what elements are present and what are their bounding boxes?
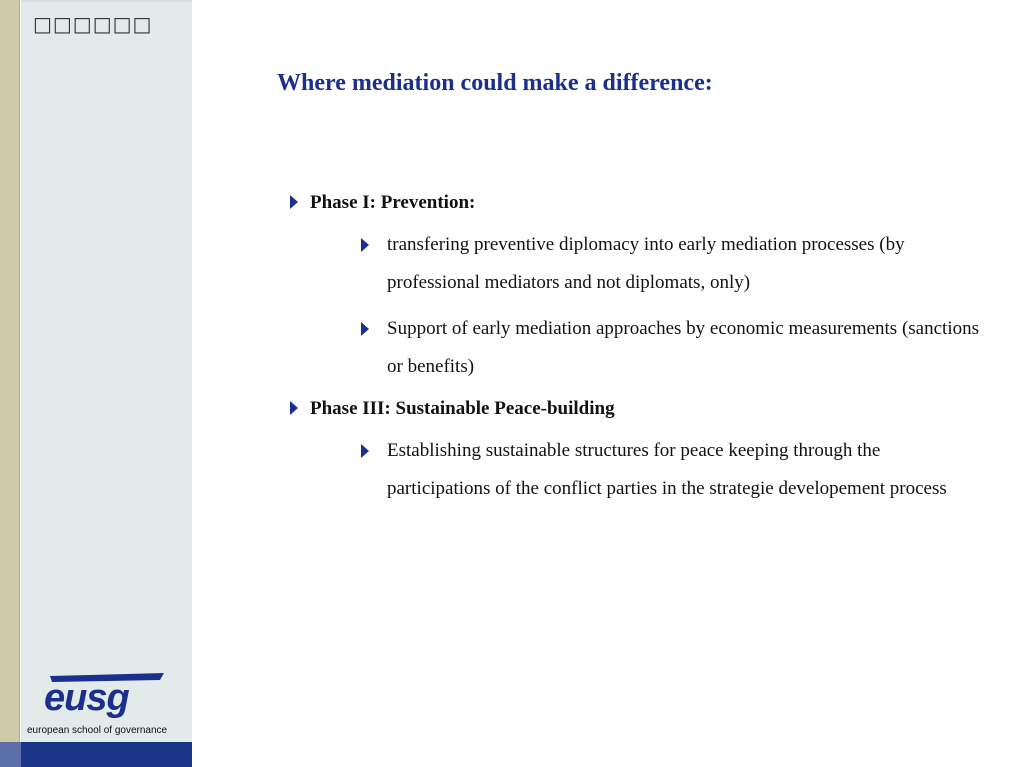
bullet-arrow-icon	[361, 238, 369, 252]
phase-3-heading: Phase III: Sustainable Peace-building	[310, 398, 615, 419]
left-accent-stripe	[0, 0, 20, 767]
bullet-phase-1	[290, 188, 990, 218]
sidebar-bottom-bar	[0, 742, 192, 767]
sub-bullet	[387, 226, 987, 302]
phase-1-heading: Phase I: Prevention:	[310, 192, 476, 213]
bullet-phase-3	[290, 394, 990, 424]
svg-text:eusg: eusg	[44, 677, 129, 718]
stripe-bottom-bar	[0, 742, 21, 767]
sub-bullet	[387, 432, 987, 508]
bullet-arrow-icon	[290, 195, 298, 209]
header-placeholder-glyphs: □□□□□□	[33, 12, 153, 36]
sub-bullet-text: transfering preventive diplomacy into early mediation processes (by professional mediators and not diplomats, only)	[387, 234, 905, 293]
sub-bullet	[387, 310, 987, 386]
sub-bullet-text: Establishing sustainable structures for peace keeping through the participations of the conflict parties in the strategie developement process	[387, 440, 947, 499]
logo-tagline: european school of governance	[27, 725, 168, 736]
sub-bullet-text: Support of early mediation approaches by economic measurements (sanctions or benefits)	[387, 318, 979, 377]
slide-title: Where mediation could make a difference:	[277, 70, 713, 96]
eusg-logo	[42, 668, 164, 718]
sidebar-panel	[21, 0, 192, 767]
sidebar-top-divider	[21, 0, 192, 2]
bullet-arrow-icon	[290, 401, 298, 415]
slide-content	[290, 188, 990, 516]
bullet-arrow-icon	[361, 444, 369, 458]
bullet-arrow-icon	[361, 322, 369, 336]
